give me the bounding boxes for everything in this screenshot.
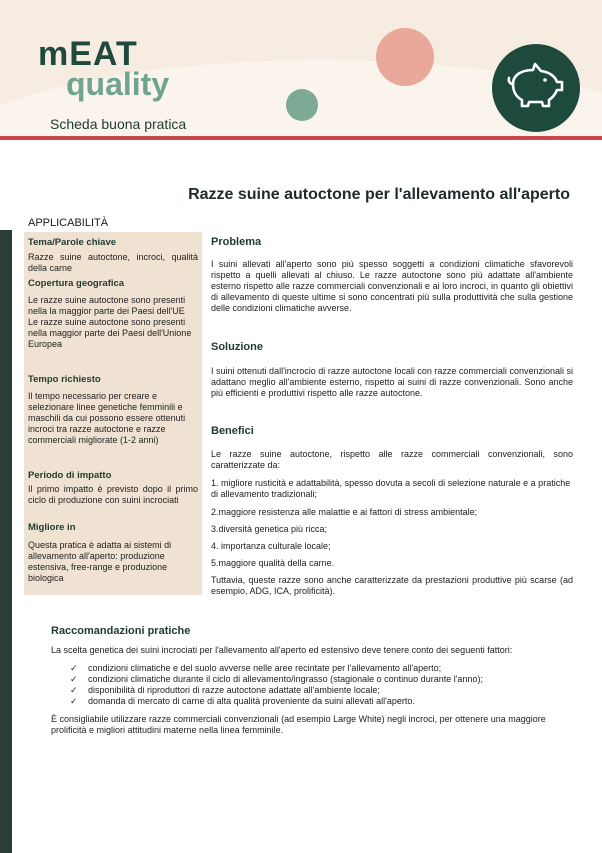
benefit-item: 2.maggiore resistenza alle malattie e ai fattori di stress ambientale;	[211, 507, 478, 517]
applicability-label: APPLICABILITÀ	[28, 217, 109, 229]
header-banner	[0, 0, 602, 136]
recommendation-item: domanda di mercato di carne di alta qualità proveniente da suini allevati all'aperto.	[88, 696, 415, 706]
soluzione-heading: Soluzione	[211, 341, 263, 353]
pig-icon	[505, 60, 567, 112]
tema-text: Razze suine autoctone, incroci, qualità della carne	[28, 252, 198, 273]
migliore-heading: Migliore in	[28, 522, 76, 533]
tempo-text: Il tempo necessario per creare e selezionare linee genetiche femminili e maschili da cui possono essere ottenuti incroci tra razze autoctone e razze commerciali migliorate (1-2 anni)	[28, 391, 186, 445]
logo-meat: mEAT	[38, 35, 138, 73]
benefici-intro: Le razze suine autoctone, rispetto alle razze commerciali convenzionali, sono caratterizzate da:	[211, 449, 573, 470]
header-subtitle: Scheda buona pratica	[50, 116, 187, 132]
benefit-item: 1. migliore rusticità e adattabilità, spesso dovuta a secoli di selezione naturale e a pratiche di allevamento tradizionali;	[211, 478, 571, 499]
check-icon: ✓	[70, 696, 78, 706]
recommendation-item: condizioni climatiche durante il ciclo di allevamento/ingrasso (stagionale o continuo durante l'anno);	[88, 674, 483, 684]
problema-heading: Problema	[211, 236, 262, 248]
decor-circle-green	[286, 89, 318, 121]
periodo-text: Il primo impatto è previsto dopo il primo ciclo di produzione con suini incrociati	[28, 484, 198, 505]
benefici-outro: Tuttavia, queste razze sono anche caratterizzate da prestazioni produttive più scarse (ad esempio, ADG, ICA, prolificità).	[211, 575, 573, 596]
benefici-heading: Benefici	[211, 425, 254, 437]
problema-text: I suini allevati all'aperto sono più spesso soggetti a condizioni climatiche sfavorevoli rispetto a quelli allevati al chiuso. Le razze autoctone sono più adattate all'ambiente esterno rispetto alle razze commerciali convenzionali e ai loro incroci, in quanto gli obiettivi di allevamento di queste ultime si sono concentrati più sulla produttività che sulla gestione delle condizioni climatiche avverse.	[211, 259, 573, 313]
recommendation-item: condizioni climatiche e del suolo avverse nelle aree recintate per l'allevamento all'aperto;	[88, 663, 442, 673]
periodo-heading: Periodo di impatto	[28, 470, 112, 481]
check-icon: ✓	[70, 674, 78, 684]
benefit-item: 5.maggiore qualità della carne.	[211, 558, 335, 568]
header-divider	[0, 136, 602, 140]
check-icon: ✓	[70, 663, 78, 673]
page-title: Razze suine autoctone per l'allevamento all'aperto	[188, 186, 570, 203]
copertura-text: Le razze suine autoctone sono presenti nella la maggior parte dei Paesi dell'UE Le razze suine autoctone sono presenti nella maggior parte dei Paesi dell'Unione Europea	[28, 295, 192, 349]
tempo-heading: Tempo richiesto	[28, 374, 101, 385]
copertura-heading: Copertura geografica	[28, 278, 125, 289]
benefit-item: 4. importanza culturale locale;	[211, 541, 331, 551]
migliore-text: Questa pratica è adatta ai sistemi di allevamento all'aperto: produzione estensiva, free-range e produzione biologica	[28, 540, 172, 583]
decor-circle-pink	[376, 28, 434, 86]
logo-quality: quality	[66, 66, 170, 102]
recommendation-item: disponibilità di riproduttori di razze autoctone adattate all'ambiente locale;	[88, 685, 380, 695]
benefit-item: 3.diversità genetica più ricca;	[211, 524, 328, 534]
soluzione-text: I suini ottenuti dall'incrocio di razze autoctone locali con razze commerciali convenzionali si adattano meglio all'ambiente esterno, rispetto ai suini di razze convenzionali. Sono anche più efficienti e produttivi rispetto alle razze autoctone.	[211, 366, 573, 398]
tema-heading: Tema/Parole chiave	[28, 237, 117, 248]
left-accent-bar	[0, 230, 12, 853]
raccomandazioni-intro: La scelta genetica dei suini incrociati per l'allevamento all'aperto ed estensivo deve tenere conto dei seguenti fattori:	[51, 645, 513, 655]
check-icon: ✓	[70, 685, 78, 695]
raccomandazioni-outro: È consigliabile utilizzare razze commerciali convenzionali (ad esempio Large White) negli incroci, per ottenere una maggiore prolificità e migliori attitudini materne nella linea femminile.	[51, 714, 546, 735]
raccomandazioni-heading: Raccomandazioni pratiche	[51, 625, 191, 637]
